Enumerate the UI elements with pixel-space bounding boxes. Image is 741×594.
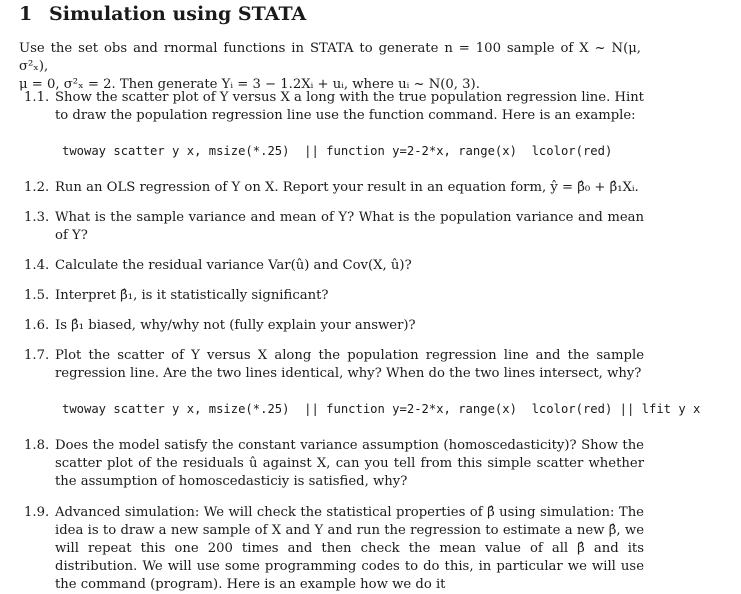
question-number: 1.1. [24, 90, 50, 105]
question-text: What is the sample variance and mean of Y? What is the population variance and mean of Y? [55, 210, 644, 243]
question-text: Calculate the residual variance Var(û) and Cov(X, û)? [55, 258, 412, 273]
question-text: Interpret β̂₁, is it statistically significant? [55, 288, 329, 303]
section-number: 1 [19, 3, 33, 25]
question-number: 1.8. [24, 438, 50, 453]
intro-line-2: μ = 0, σ²ₓ = 2. Then generate Yᵢ = 3 − 1.2Xᵢ + uᵢ, where uᵢ ~ N(0, 3). [19, 77, 480, 92]
question-1-1 [24, 89, 644, 125]
intro-paragraph [19, 40, 641, 94]
question-1-4 [24, 257, 644, 275]
question-number: 1.5. [24, 288, 50, 303]
question-text: Run an OLS regression of Y on X. Report your result in an equation form, ŷ = β̂₀ + β̂₁Xᵢ. [55, 180, 639, 195]
question-number: 1.4. [24, 258, 50, 273]
question-text: Does the model satisfy the constant variance assumption (homoscedasticity)? Show the scatter plot of the residuals û against X, can you tell from this simple scatter whether the assumption of homoscedasticiy is satisfied, why? [55, 438, 644, 489]
question-1-6 [24, 317, 644, 335]
code-example-1: twoway scatter y x, msize(*.25) || function y=2-2*x, range(x) lcolor(red) [62, 144, 613, 158]
question-text: Show the scatter plot of Y versus X a long with the true population regression line. Hint to draw the population regression line use the function command. Here is an example: [55, 90, 644, 123]
question-text: Advanced simulation: We will check the statistical properties of β̂ using simulation: The idea is to draw a new sample of X and Y and run the regression to estimate a new β̂, we will repeat this one 200 times and then check the mean value of all β̂ and its distribution. We will use some programming codes to do this, in particular we will use the command (program). Here is an example how we do it [55, 505, 644, 592]
intro-line-1: Use the set obs and rnormal functions in STATA to generate n = 100 sample of X ~ N(μ, σ²ₓ), [19, 41, 641, 74]
section-heading [19, 3, 306, 25]
question-1-7 [24, 347, 644, 383]
section-title: Simulation using STATA [49, 3, 307, 25]
question-text: Is β̂₁ biased, why/why not (fully explain your answer)? [55, 318, 416, 333]
code-example-2: twoway scatter y x, msize(*.25) || function y=2-2*x, range(x) lcolor(red) || lfit y x [62, 402, 701, 416]
question-number: 1.6. [24, 318, 50, 333]
question-1-2 [24, 179, 644, 197]
question-1-5 [24, 287, 644, 305]
question-1-3 [24, 209, 644, 245]
question-number: 1.3. [24, 210, 50, 225]
question-number: 1.9. [24, 505, 50, 520]
question-number: 1.2. [24, 180, 50, 195]
question-number: 1.7. [24, 348, 50, 363]
question-text: Plot the scatter of Y versus X along the population regression line and the sample regression line. Are the two lines identical, why? When do the two lines intersect, why? [55, 348, 644, 381]
question-1-8 [24, 437, 644, 491]
question-1-9 [24, 504, 644, 594]
